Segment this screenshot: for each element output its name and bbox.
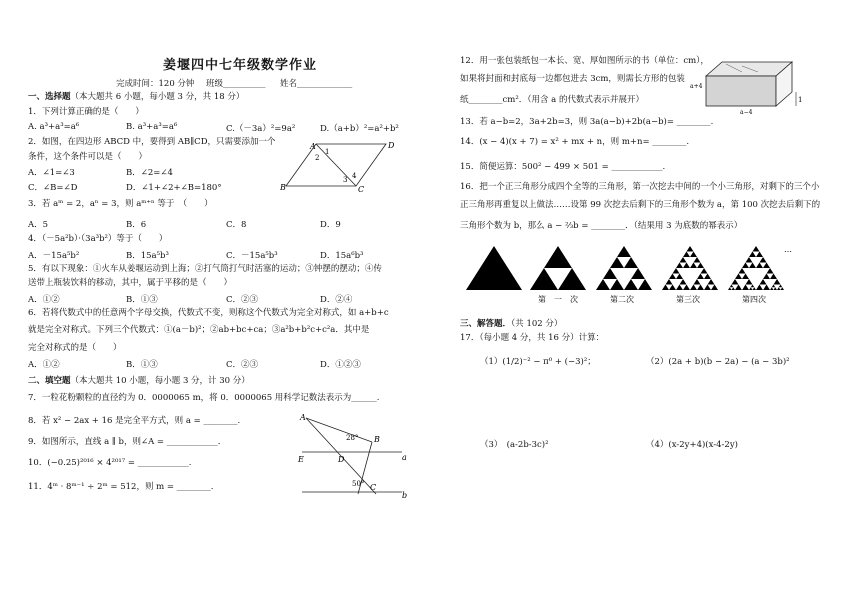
q6-option-b: B．①③ [126,360,158,370]
section2-desc: （本大题共 10 小题，每小题 3 分，计 30 分） [70,376,250,386]
q1-option-a: A. a³+a³=a⁶ [28,122,80,132]
section2-heading: 二、填空题 [28,376,71,386]
class-label: 班级__________ [206,79,266,89]
label-e-point: E [298,455,304,464]
q6-stem-2: 就是完全对称式。下列三个代数式：①(a－b)²；②ab+bc+ca；③a²b+b²c+c²a．其中是 [28,325,370,335]
q16-line-1: 16．把一个正三角形分成四个全等的三角形，第一次挖去中间的一个小三角形，对剩下的三个小 [460,182,820,192]
q4-stem: 4．（－5a²b）·（3a³b²）等于（ ） [28,234,168,244]
label-b-point: B [374,435,380,444]
q3-option-c: C．8 [226,220,247,230]
angle-4: 4 [352,172,357,180]
label-a: A [310,142,316,151]
q15-text: 15．简便运算：500² − 499 × 501 = ____________. [460,162,666,172]
name-label: 姓名_____________ [280,79,353,89]
q1-option-b: B. a³+a³=a⁶ [126,122,178,132]
sierpinski-figures [466,242,796,302]
q3-option-a: A．5 [28,220,49,230]
label-d-point: D [338,455,345,464]
q16-line-3: 三角形个数为 b，那么 a − ⅔b = ________．（结果用 3 为底数的幂表示） [460,221,743,231]
label-a-point: A [300,413,306,422]
q2-option-a: A．∠1=∠3 [28,168,75,178]
q17-part-1: （1）(1/2)⁻² − π⁰ + (−3)²； [480,357,596,367]
q2-stem: 2．如图，在四边形 ABCD 中，要得到 AB∥CD，只需要添加一个 [28,137,276,147]
q2-stem-2: 条件，这个条件可以是（ ） [28,152,148,162]
q11-text: 11．4ᵐ · 8ᵐ⁻¹ ÷ 2ᵐ = 512，则 m = ________. [28,482,214,492]
section2-header [28,376,250,387]
fig-label-2: 第二次 [610,295,634,304]
time-label: 完成时间：120 分钟 [116,79,195,89]
q10-text: 10．(−0.25)²⁰¹⁶ × 4²⁰¹⁷ = ____________. [28,458,192,468]
q5-stem: 5．有以下现象：①火车从姜堰运动到上海；②打气筒打气时活塞的运动；③钟摆的摆动；④传 [28,264,382,274]
q4-option-a: A．－15a⁵b² [28,251,80,261]
q2-option-d: D．∠1+∠2+∠B=180° [126,183,222,193]
label-d: D [388,141,395,150]
q6-option-c: C．②③ [226,360,259,370]
angle-28: 28° [346,434,359,442]
q5-option-d: D．②④ [320,295,353,305]
triangle-step-4 [728,246,784,290]
q3-option-d: D．9 [320,220,341,230]
page-title: 姜堰四中七年级数学作业 [163,58,318,73]
fig-label-4: 第四次 [742,295,766,304]
triangle-original [466,246,522,290]
angle-3: 3 [343,176,348,184]
q3-stem: 3．若 aᵐ = 2，aⁿ = 3，则 aᵐ⁺ⁿ 等于 （ ） [28,199,213,209]
q4-option-c: C．－15a⁵b³ [226,251,278,261]
q5-stem-2: 送带上瓶装饮料的移动，其中，属于平移的是（ ） [28,278,233,288]
q6-stem: 6．若将代数式中的任意两个字母交换，代数式不变，则称这个代数式为完全对称式，如 a+b+c [28,308,389,318]
q2-option-c: C．∠B=∠D [28,183,78,193]
q1-stem: 1．下列计算正确的是（ ） [28,107,144,117]
q7-text: 7．一粒花粉颗粒的直径约为 0．0000065 m，将 0．0000065 用科学记数法表示为______. [28,393,380,403]
q12-line-2: 如果将封面和封底每一边都包进去 3cm，则需长方形的包装 [460,74,685,84]
q4-option-b: B．15a⁵b³ [126,251,169,261]
q1-option-c: C.（－3a）²=9a² [226,124,296,134]
angle-1: 1 [325,148,330,156]
label-c: C [358,185,365,194]
section3-desc: （共 102 分） [511,319,563,329]
triangle-step-3 [662,246,718,290]
book-width-label: a+4 [690,83,703,90]
q12-line-1: 12．用一张包装纸包一本长、宽、厚如图所示的书（单位：cm）， [460,56,709,66]
book-thickness-label: 1 [798,96,803,104]
q5-option-a: A．①② [28,295,60,305]
book-figure [690,58,803,116]
q1-option-d: D.（a+b）²=a²+b² [320,124,399,134]
q17-part-3: （3） (a-2b-3c)² [480,440,549,450]
section3-heading: 三、解答题． [460,319,512,329]
q12-line-3: 纸________cm²．（用含 a 的代数式表示并展开） [460,95,644,105]
angle-2: 2 [315,154,320,162]
parallel-lines-figure [298,414,408,498]
section1-header [28,92,244,103]
q14-text: 14．(x − 4)(x + 7) = x² + mx + n，则 m+n= ________. [460,137,690,147]
section1-heading: 一、选择题 [28,92,71,102]
q4-option-d: D．15a⁶b³ [320,251,364,261]
q2-option-b: B．∠2=∠4 [126,168,173,178]
label-line-b: b [402,491,408,500]
fig-label-3: 第三次 [676,295,700,304]
triangle-step-2 [596,246,652,290]
q17-part-2: （2）(2a + b)(b − 2a) − (a − 3b)² [646,357,790,367]
label-c-point: C [370,483,377,492]
fig-label-1: 第 一 次 [538,295,578,304]
q16-line-2: 正三角形再重复以上做法……设第 99 次挖去后剩下的三角形个数为 a，第 100 次挖去后剩下的 [460,200,821,210]
sierpinski-ellipsis: … [784,245,792,254]
q5-option-b: B．①③ [126,295,158,305]
q9-text: 9．如图所示，直线 a ∥ b，则∠A = ____________． [28,437,227,447]
q17-text: 17．（每小题 4 分，共 16 分）计算： [460,333,605,343]
q6-stem-3: 完全对称式的是（ ） [28,343,122,353]
q5-option-c: C．②③ [226,295,259,305]
angle-50: 50° [352,480,365,488]
section3-header [460,319,562,330]
book-length-label: a−4 [740,109,753,116]
q6-option-d: D．①②③ [320,360,361,370]
label-b: B [280,183,286,192]
q8-text: 8．若 x² − 2ax + 16 是完全平方式，则 a = ________. [28,416,241,426]
label-line-a: a [402,453,407,462]
triangle-step-1 [530,246,586,290]
q3-option-b: B．6 [126,220,147,230]
section1-desc: （本大题共 6 小题，每小题 3 分，共 18 分） [70,92,245,102]
quadrilateral-figure [280,140,396,194]
q6-option-a: A．①② [28,360,60,370]
q17-part-4: （4）(x-2y+4)(x-4-2y) [646,440,738,450]
q13-text: 13．若 a−b=2，3a+2b=3，则 3a(a−b)+2b(a−b)= ________. [460,117,714,127]
